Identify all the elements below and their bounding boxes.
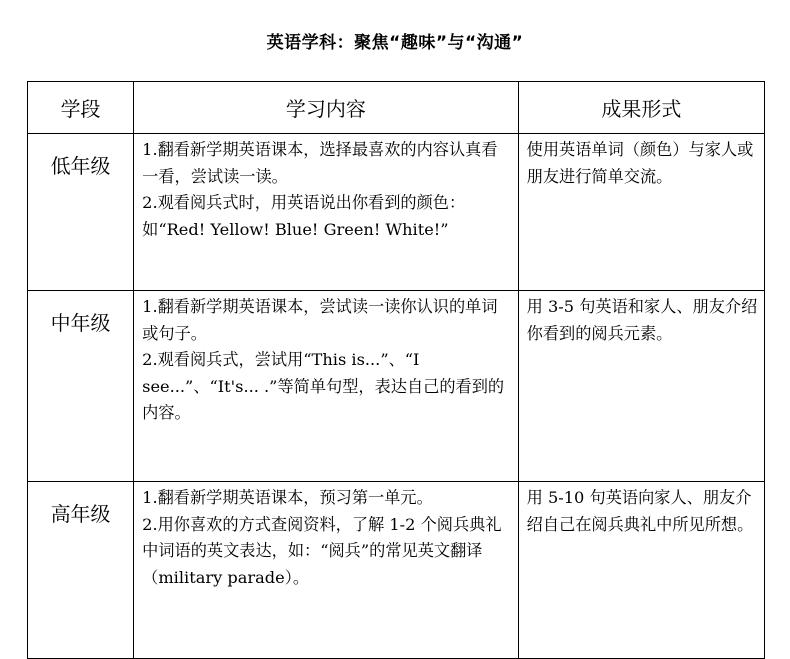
result-cell: 用 3-5 句英语和家人、朋友介绍你看到的阅兵元素。: [518, 291, 764, 482]
content-cell: [134, 482, 519, 659]
table-row: [28, 291, 765, 482]
stage-cell: 低年级: [28, 134, 134, 291]
header-result: 成果形式: [518, 82, 764, 134]
content-item: 2.观看阅兵式时，用英语说出你看到的颜色：如“Red! Yellow! Blue! Green! White!”: [142, 193, 466, 239]
stage-cell: 中年级: [28, 291, 134, 482]
header-stage: 学段: [28, 82, 134, 134]
content-item: 2.用你喜欢的方式查阅资料，了解 1-2 个阅兵典礼中词语的英文表达，如：“阅兵”的常见英文翻译（military parade）。: [142, 514, 502, 587]
result-cell: 用 5-10 句英语向家人、朋友介绍自己在阅兵典礼中所见所想。: [518, 482, 764, 659]
table-row: [28, 134, 765, 291]
content-item: 1.翻看新学期英语课本，尝试读一读你认识的单词或句子。: [142, 297, 498, 343]
curriculum-table: [27, 81, 765, 659]
document-title: 英语学科：聚焦“趣味”与“沟通”: [266, 33, 524, 53]
table-row: [28, 482, 765, 659]
result-cell: 使用英语单词（颜色）与家人或朋友进行简单交流。: [518, 134, 764, 291]
content-item: 1.翻看新学期英语课本，选择最喜欢的内容认真看一看，尝试读一读。: [142, 140, 498, 186]
content-item: 1.翻看新学期英语课本，预习第一单元。: [142, 488, 433, 507]
content-cell: [134, 291, 519, 482]
header-content: 学习内容: [134, 82, 519, 134]
content-cell: [134, 134, 519, 291]
stage-cell: 高年级: [28, 482, 134, 659]
table-header-row: [28, 82, 765, 134]
content-item: 2.观看阅兵式，尝试用“This is...”、“I see...”、“It's... .”等简单句型，表达自己的看到的内容。: [142, 350, 505, 422]
